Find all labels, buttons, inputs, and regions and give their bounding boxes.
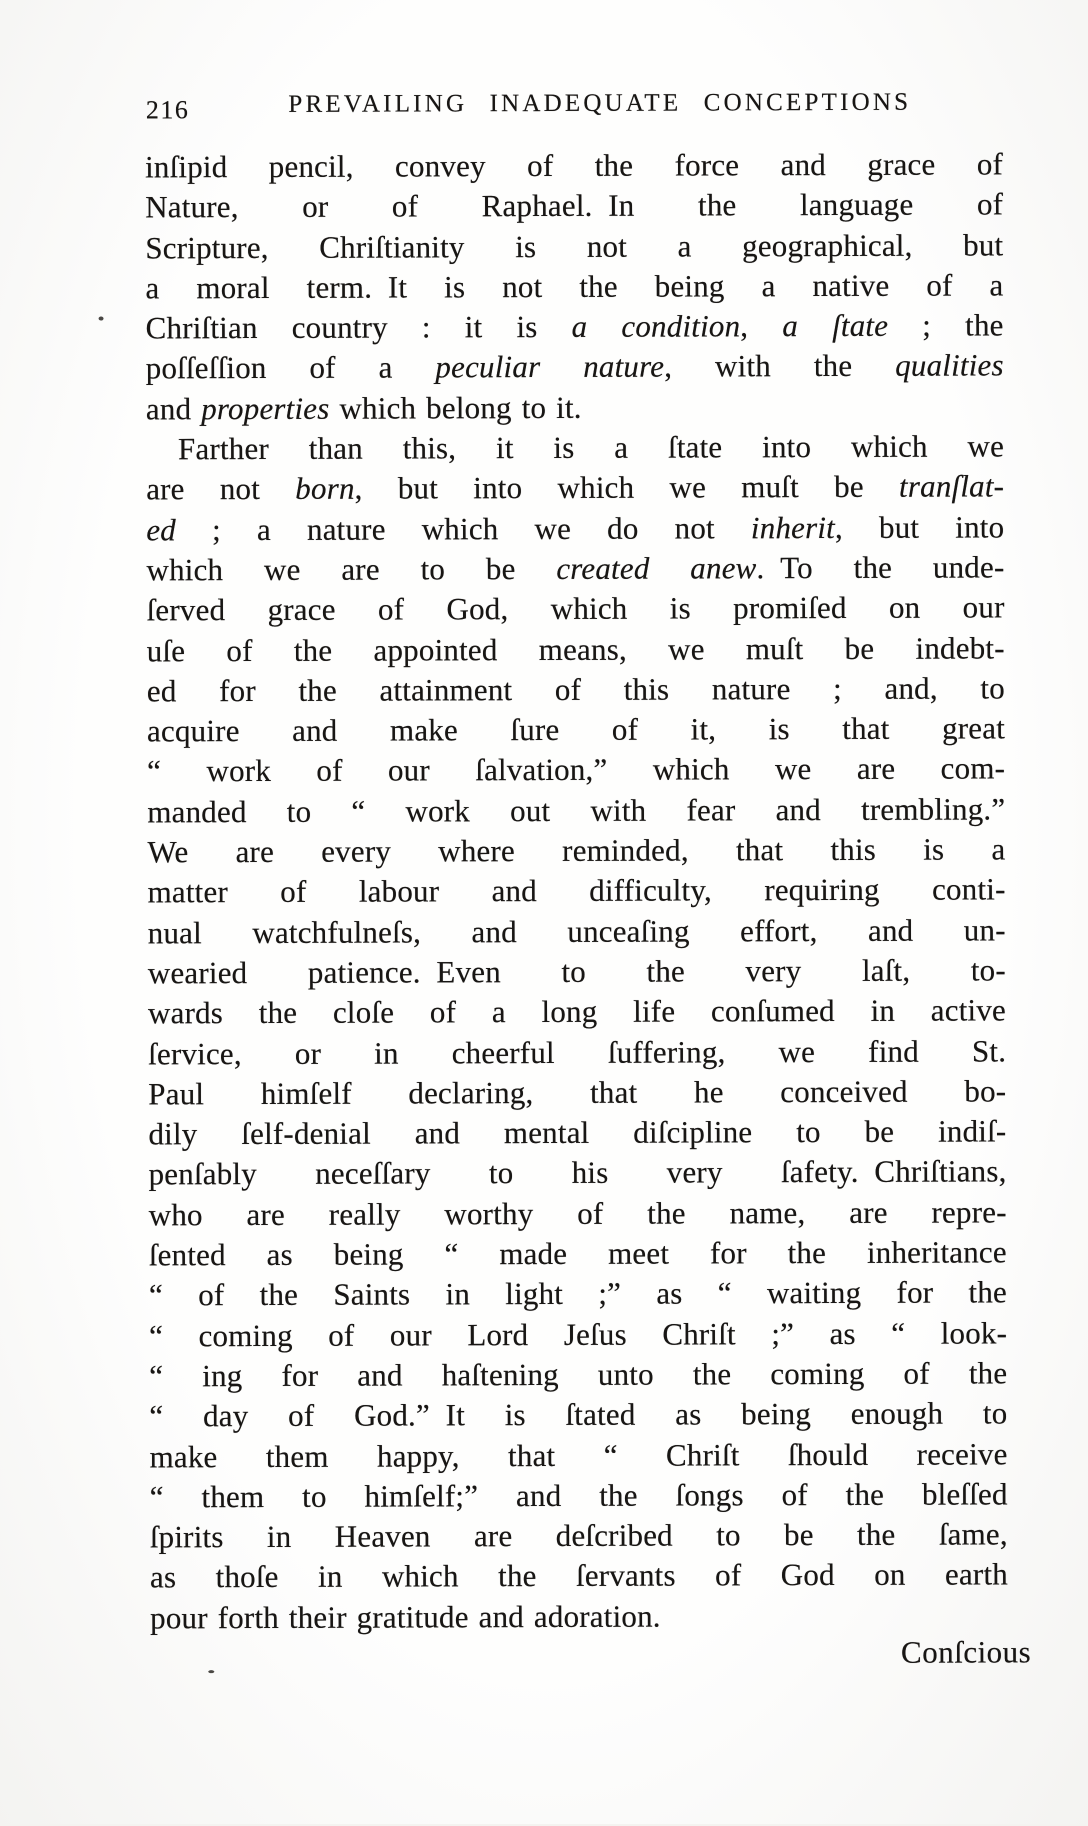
text-segment: “ ing for and haſtening unto the coming of the <box>149 1355 1007 1393</box>
ink-speck <box>208 1670 214 1673</box>
text-line <box>147 668 1005 711</box>
text-segment: wards the cloſe of a long life conſumed in active <box>148 993 1006 1031</box>
ink-speck <box>99 317 104 321</box>
text-line <box>148 1112 1006 1155</box>
text-line <box>146 426 1004 469</box>
text-segment: which we are to be <box>146 551 556 587</box>
page-body <box>145 144 1008 1638</box>
italic-text: properties <box>201 391 329 426</box>
italic-text: created anew <box>556 550 756 586</box>
text-segment: Nature, or of Raphael. In the language of <box>145 187 1003 225</box>
text-line <box>149 1192 1007 1235</box>
text-line <box>145 144 1003 187</box>
text-line <box>148 991 1006 1034</box>
text-line <box>147 709 1005 752</box>
text-line <box>150 1514 1008 1557</box>
text-segment: Chriſtian country : it is <box>146 309 572 345</box>
italic-text: qualities <box>895 348 1004 383</box>
text-line <box>146 346 1004 389</box>
text-segment: . To the unde- <box>756 549 1004 585</box>
text-segment: inſipid pencil, convey of the force and grace of <box>145 146 1003 184</box>
text-segment: “ day of God.” It is ſtated as being enough to <box>149 1396 1007 1434</box>
text-segment: who are really worthy of the name, are repre- <box>149 1194 1007 1232</box>
text-line <box>150 1555 1008 1598</box>
text-segment: nual watchfulneſs, and unceaſing effort, and un- <box>148 912 1006 950</box>
text-line <box>148 1031 1006 1074</box>
italic-text: born <box>295 471 354 506</box>
text-segment: Paul himſelf declaring, that he conceived bo- <box>148 1073 1006 1111</box>
italic-text: peculiar nature <box>435 349 664 385</box>
text-segment: ; the <box>888 308 1004 343</box>
text-segment: ; a nature which we do not <box>176 510 751 547</box>
text-line <box>149 1434 1007 1477</box>
text-segment: ſerved grace of God, which is promiſed on our <box>147 590 1005 628</box>
text-segment: We are every where reminded, that this is a <box>147 831 1005 869</box>
text-segment: “ work of our ſalvation,” which we are com- <box>147 751 1005 789</box>
text-line <box>146 547 1004 590</box>
text-segment: make them happy, that “ Chriſt ſhould receive <box>149 1436 1007 1474</box>
text-line <box>147 588 1005 631</box>
text-segment: are not <box>146 471 295 507</box>
text-line <box>147 628 1005 671</box>
text-line <box>145 265 1003 308</box>
text-segment: which belong to it. <box>329 390 581 426</box>
running-title: PREVAILING INADEQUATE CONCEPTIONS <box>145 88 1003 119</box>
text-segment: , with the <box>664 348 895 384</box>
text-segment: a moral term. It is not the being a native of a <box>145 267 1003 305</box>
text-segment: , but into <box>835 509 1004 545</box>
text-segment: “ coming of our Lord Jeſus Chriſt ;” as “ look- <box>149 1315 1007 1353</box>
text-line <box>145 185 1003 228</box>
text-segment: ſervice, or in cheerful ſuffering, we find St. <box>148 1033 1006 1071</box>
text-line <box>146 306 1004 349</box>
text-line <box>147 789 1005 832</box>
text-segment: “ them to himſelf;” and the ſongs of the bleſſed <box>150 1476 1008 1514</box>
text-line <box>148 1071 1006 1114</box>
italic-text: ed <box>146 512 176 547</box>
text-segment: uſe of the appointed means, we muſt be indebt- <box>147 630 1005 668</box>
text-line <box>147 870 1005 913</box>
text-segment: dily ſelf-denial and mental diſcipline to be indiſ- <box>148 1114 1006 1152</box>
text-line <box>146 467 1004 510</box>
text-line <box>149 1313 1007 1356</box>
italic-text: inherit <box>751 510 835 545</box>
text-segment: pour forth their gratitude and adoration. <box>150 1598 661 1635</box>
text-segment: manded to “ work out with fear and trembling.” <box>147 791 1005 829</box>
italic-text: a condition <box>572 309 741 345</box>
italic-text: a ſtate <box>782 308 888 343</box>
text-line <box>145 225 1003 268</box>
text-line <box>146 386 1004 429</box>
text-segment: penſably neceſſary to his very ſafety. Chriſtians, <box>148 1154 1006 1192</box>
catchword: Conſcious <box>901 1634 1031 1670</box>
text-segment: wearied patience. Even to the very laſt, to- <box>148 952 1006 990</box>
text-line <box>150 1474 1008 1517</box>
text-segment: acquire and make ſure of it, is that great <box>147 711 1005 749</box>
page-number: 216 <box>146 95 190 125</box>
text-segment: “ of the Saints in light ;” as “ waiting for the <box>149 1275 1007 1313</box>
text-line <box>149 1394 1007 1437</box>
text-line <box>147 829 1005 872</box>
text-line <box>148 910 1006 953</box>
text-segment: Scripture, Chriſtianity is not a geographical, but <box>145 227 1003 265</box>
text-segment: matter of labour and difficulty, requiring conti- <box>148 872 1006 910</box>
text-segment: and <box>146 391 201 426</box>
text-line <box>146 507 1004 550</box>
text-segment: as thoſe in which the ſervants of God on earth <box>150 1557 1008 1595</box>
text-segment: ſented as being “ made meet for the inheritance <box>149 1234 1007 1272</box>
text-line <box>149 1232 1007 1275</box>
text-line <box>149 1353 1007 1396</box>
text-segment: poſſeſſion of a <box>146 350 436 386</box>
text-line <box>147 749 1005 792</box>
text-segment: Farther than this, it is a ſtate into which we <box>178 428 1004 466</box>
page-header <box>145 88 1003 127</box>
text-segment: ſpirits in Heaven are deſcribed to be the ſame, <box>150 1516 1008 1554</box>
text-line <box>149 1273 1007 1316</box>
text-segment: , <box>740 308 782 343</box>
text-line <box>148 1152 1006 1195</box>
text-segment: , but into which we muſt be <box>355 469 899 506</box>
text-line <box>150 1595 1008 1638</box>
italic-text: tranſlat- <box>899 469 1004 504</box>
text-line <box>148 950 1006 993</box>
text-segment: ed for the attainment of this nature ; and, to <box>147 670 1005 708</box>
